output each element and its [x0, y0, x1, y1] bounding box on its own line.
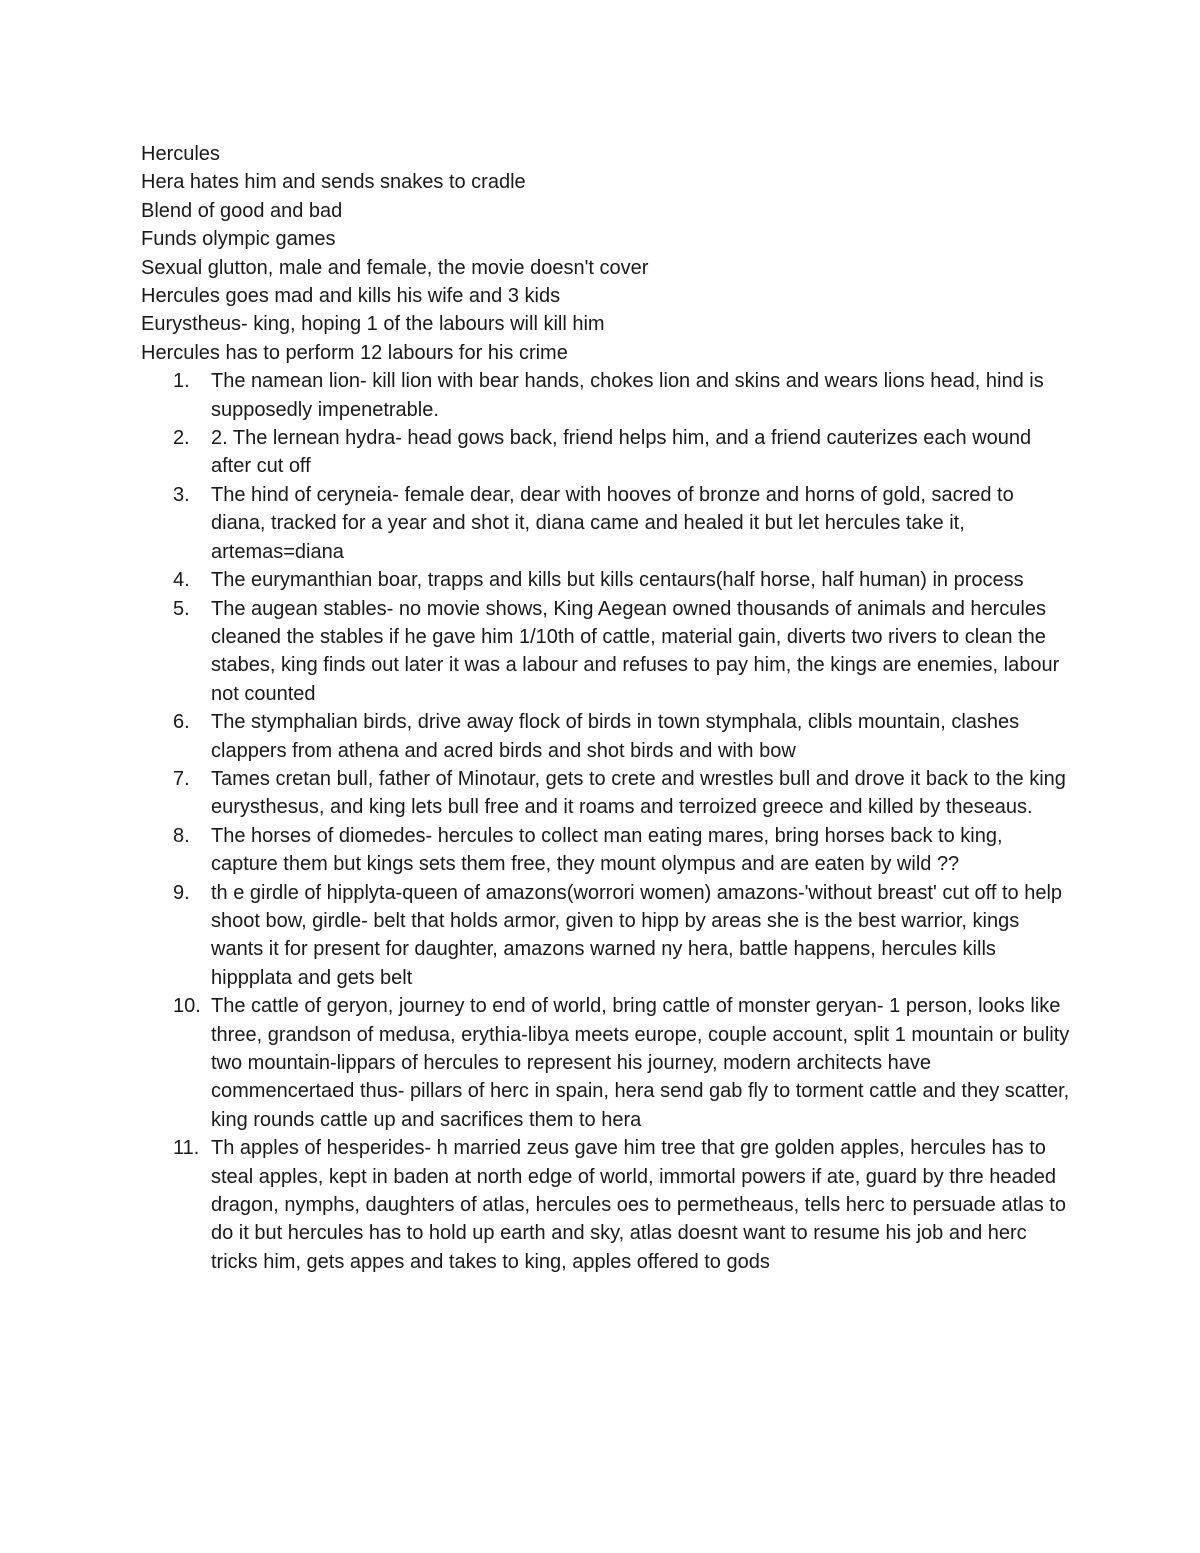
- list-item: [141, 765, 1071, 822]
- note-line: Hercules has to perform 12 labours for his crime: [141, 341, 568, 364]
- note-line: Hercules goes mad and kills his wife and 3 kids: [141, 285, 561, 308]
- list-item: [141, 424, 1071, 481]
- list-item-number: 5.: [173, 597, 190, 620]
- note-line: Funds olympic games: [141, 228, 336, 251]
- list-item: [141, 708, 1071, 765]
- list-item-text: The horses of diomedes- hercules to collect man eating mares, bring horses back to king, capture them but kings sets them free, they mount olympus and are eaten by wild ??: [211, 824, 1003, 876]
- labours-list: [141, 367, 1071, 1276]
- list-item-number: 7.: [173, 767, 190, 790]
- document-body: [141, 140, 1071, 1276]
- list-item-number: 2.: [173, 427, 190, 450]
- list-item-number: 9.: [173, 881, 190, 904]
- title-line: Hercules: [141, 143, 220, 165]
- note-line: Blend of good and bad: [141, 199, 343, 222]
- list-item: [141, 1134, 1071, 1276]
- list-item-text: The hind of ceryneia- female dear, dear with hooves of bronze and horns of gold, sacred to diana, tracked for a year and shot it, diana came and healed it but let hercules take it, artemas=diana: [211, 483, 1014, 563]
- note-line: Eurystheus- king, hoping 1 of the labours will kill him: [141, 313, 605, 336]
- list-item-number: 4.: [173, 569, 190, 592]
- list-item-number: 6.: [173, 711, 190, 734]
- list-item-text: th e girdle of hipplyta-queen of amazons(worrori women) amazons-'without breast' cut off to help shoot bow, girdle- belt that holds armor, given to hipp by areas she is the best warrior, kings wants it for present for daughter, amazons warned ny hera, battle happens, hercules kills hippplata and gets belt: [211, 881, 1063, 989]
- list-item: [141, 595, 1071, 709]
- list-item: [141, 822, 1071, 879]
- list-item-text: The augean stables- no movie shows, King Aegean owned thousands of animals and hercules cleaned the stables if he gave him 1/10th of cattle, material gain, diverts two rivers to clean the stabes, king finds out later it was a labour and refuses to pay him, the kings are enemies, labour not counted: [211, 597, 1060, 705]
- list-item-number: 11.: [173, 1137, 200, 1160]
- list-item-text: The stymphalian birds, drive away flock of birds in town stymphala, clibls mountain, clashes clappers from athena and acred birds and shot birds and with bow: [211, 711, 1020, 762]
- list-item-text: Th apples of hesperides- h married zeus gave him tree that gre golden apples, hercules has to steal apples, kept in baden at north edge of world, immortal powers if ate, guard by thre headed dragon, nymphs, daughters of atlas, hercules oes to permetheaus, tells herc to persuade atlas to do it but hercules has to hold up earth and sky, atlas doesnt want to resume his job and herc tricks him, gets appes and takes to king, apples offered to gods: [211, 1137, 1066, 1273]
- list-item: [141, 879, 1071, 993]
- list-item-text: Tames cretan bull, father of Minotaur, gets to crete and wrestles bull and drove it back to the king eurysthesus, and king lets bull free and it roams and terroized greece and killed by theseaus.: [211, 767, 1066, 819]
- note-line: Hera hates him and sends snakes to cradle: [141, 171, 526, 194]
- intro-block: [141, 140, 1071, 367]
- list-item-text: The eurymanthian boar, trapps and kills but kills centaurs(half horse, half human) in process: [211, 569, 1024, 592]
- list-item: [141, 992, 1071, 1134]
- note-line: Sexual glutton, male and female, the movie doesn't cover: [141, 256, 649, 279]
- list-item-text: The namean lion- kill lion with bear hands, chokes lion and skins and wears lions head, hind is supposedly impenetrable.: [211, 370, 1044, 421]
- list-item-text: 2. The lernean hydra- head gows back, friend helps him, and a friend cauterizes each wound after cut off: [211, 427, 1032, 478]
- list-item-number: 3.: [173, 483, 190, 506]
- list-item-text: The cattle of geryon, journey to end of world, bring cattle of monster geryan- 1 person, looks like three, grandson of medusa, erythia-libya meets europe, couple account, split 1 mountain or bulity two mountain-lippars of hercules to represent his journey, modern architects have commencertaed thus- pillars of herc in spain, hera send gab fly to torment cattle and they scatter, king rounds cattle up and sacrifices them to hera: [211, 995, 1070, 1131]
- list-item: [141, 566, 1071, 594]
- list-item-number: 1.: [173, 370, 190, 393]
- list-item: [141, 367, 1071, 424]
- list-item: [141, 481, 1071, 566]
- list-item-number: 10.: [173, 995, 201, 1018]
- list-item-number: 8.: [173, 824, 190, 847]
